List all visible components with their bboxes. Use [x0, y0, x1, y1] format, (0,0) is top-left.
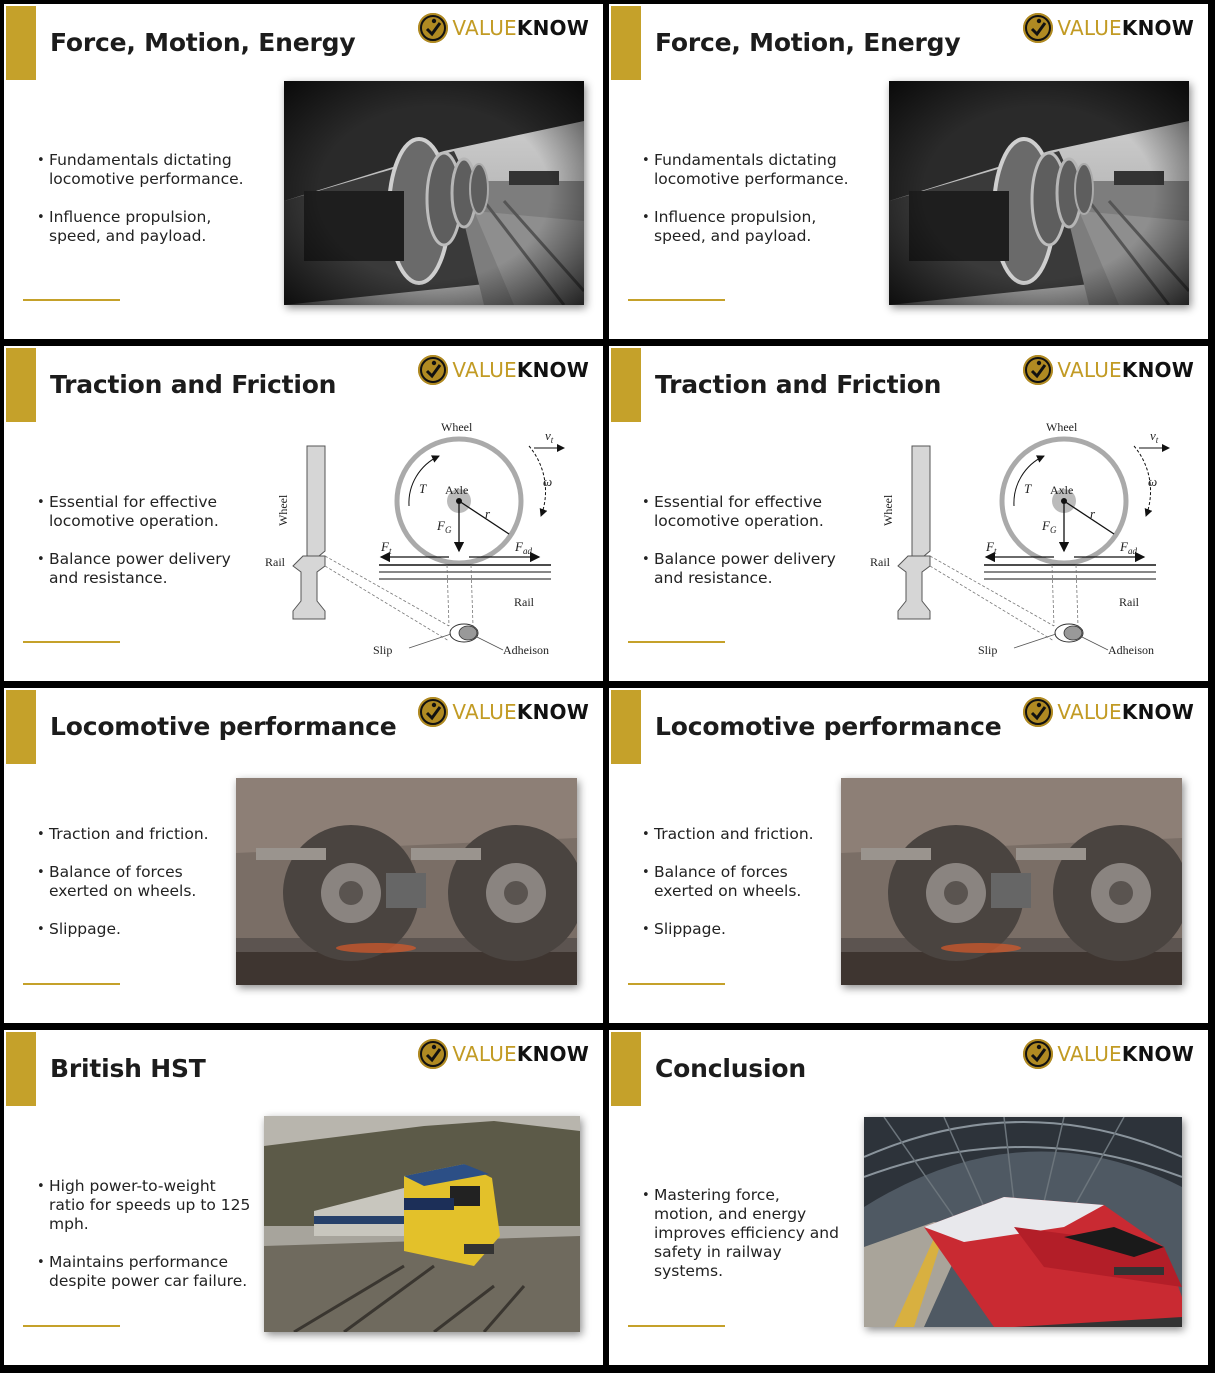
bullet-item: • High power-to-weight ratio for speeds up to 125 mph.: [37, 1177, 252, 1234]
valueknow-logo-icon: [1023, 355, 1053, 385]
footer-accent-line: [628, 299, 725, 301]
slide-1: [4, 4, 603, 339]
valueknow-logo-icon: [418, 13, 448, 43]
bullet-item: • Fundamentals dictating locomotive performance.: [642, 151, 872, 189]
title-accent-bar: [6, 348, 36, 422]
wheel-rail-diagram: [259, 416, 579, 666]
bullet-item: • Influence propulsion, speed, and payload.: [37, 208, 267, 246]
brand-part1: VALUE: [1057, 16, 1122, 40]
bullet-item: • Balance power delivery and resistance.: [642, 550, 862, 588]
bullet-item: • Slippage.: [37, 920, 217, 939]
wheel-rail-diagram: [864, 416, 1184, 666]
bullet-list: [642, 493, 862, 607]
slide-5: [4, 688, 603, 1023]
title-accent-bar: [611, 6, 641, 80]
brand-logo: [418, 696, 589, 728]
footer-accent-line: [628, 983, 725, 985]
title-accent-bar: [6, 6, 36, 80]
brand-logo: [1023, 1038, 1194, 1070]
diagram-label-wheel-side: Wheel: [276, 494, 290, 526]
footer-accent-line: [628, 1325, 725, 1327]
bullet-item: • Traction and friction.: [642, 825, 822, 844]
diagram-label-wheel: Wheel: [1046, 420, 1078, 434]
slide-title: Force, Motion, Energy: [50, 28, 356, 57]
brand-part1: VALUE: [452, 700, 517, 724]
slide-title: Locomotive performance: [655, 712, 1002, 741]
bullet-item: • Balance of forces exerted on wheels.: [37, 863, 217, 901]
diagram-label-adhesion: Adheison: [1108, 643, 1154, 657]
diagram-label-axle: Axle: [445, 483, 469, 497]
slide-6: [609, 688, 1208, 1023]
bullet-item: • Balance power delivery and resistance.: [37, 550, 257, 588]
diagram-label-adhesion: Adheison: [503, 643, 549, 657]
diagram-label-fg: $F_G$: [1042, 518, 1057, 535]
bullet-list: [37, 493, 257, 607]
diagram-label-omega: ω: [543, 474, 553, 489]
diagram-label-vt: $v_t$: [1150, 428, 1159, 445]
valueknow-logo-icon: [1023, 697, 1053, 727]
diagram-label-ft: $F_t$: [381, 539, 392, 556]
diagram-label-rail-side: Rail: [870, 555, 890, 569]
slide-title: Traction and Friction: [50, 370, 337, 399]
diagram-label-vt: $v_t$: [545, 428, 554, 445]
slide-title: Locomotive performance: [50, 712, 397, 741]
brand-part1: VALUE: [452, 358, 517, 382]
bullet-list: [642, 151, 872, 265]
red-train-station-photo: [864, 1117, 1182, 1327]
brand-part1: VALUE: [1057, 700, 1122, 724]
brand-part2: KNOW: [516, 16, 589, 40]
valueknow-logo-icon: [418, 355, 448, 385]
bullet-item: • Balance of forces exerted on wheels.: [642, 863, 822, 901]
brand-logo: [418, 1038, 589, 1070]
slide-4: [609, 346, 1208, 681]
bullet-item: • Influence propulsion, speed, and payload.: [642, 208, 872, 246]
steam-locomotive-wheels-photo: [889, 81, 1189, 305]
slide-title: British HST: [50, 1054, 206, 1083]
bullet-list: [37, 825, 217, 958]
bullet-item: • Traction and friction.: [37, 825, 217, 844]
title-accent-bar: [6, 690, 36, 764]
footer-accent-line: [23, 1325, 120, 1327]
slide-3: [4, 346, 603, 681]
bullet-list: [37, 151, 267, 265]
brand-logo: [1023, 12, 1194, 44]
slide-2: [609, 4, 1208, 339]
steam-locomotive-wheels-photo: [284, 81, 584, 305]
diagram-label-torque: T: [1024, 481, 1032, 496]
title-accent-bar: [611, 690, 641, 764]
brand-part2: KNOW: [1121, 700, 1194, 724]
slide-7: [4, 1030, 603, 1365]
footer-accent-line: [628, 641, 725, 643]
bullet-list: [642, 825, 822, 958]
diagram-label-wheel-side: Wheel: [881, 494, 895, 526]
bogie-wheels-photo: [236, 778, 577, 985]
brand-logo: [418, 12, 589, 44]
diagram-label-rail: Rail: [1119, 595, 1139, 609]
brand-logo: [418, 354, 589, 386]
slide-title: Conclusion: [655, 1054, 806, 1083]
brand-part2: KNOW: [516, 1042, 589, 1066]
diagram-label-axle: Axle: [1050, 483, 1074, 497]
title-accent-bar: [611, 1032, 641, 1106]
brand-part2: KNOW: [516, 358, 589, 382]
title-accent-bar: [6, 1032, 36, 1106]
footer-accent-line: [23, 641, 120, 643]
diagram-label-radius: r: [1090, 506, 1096, 521]
diagram-label-rail-side: Rail: [265, 555, 285, 569]
footer-accent-line: [23, 983, 120, 985]
brand-part1: VALUE: [1057, 1042, 1122, 1066]
diagram-label-slip: Slip: [373, 643, 393, 657]
diagram-label-radius: r: [485, 506, 491, 521]
diagram-label-torque: T: [419, 481, 427, 496]
bullet-list: [642, 1186, 842, 1300]
bullet-item: • Mastering force, motion, and energy improves efficiency and safety in railway systems.: [642, 1186, 842, 1281]
valueknow-logo-icon: [1023, 13, 1053, 43]
diagram-label-omega: ω: [1148, 474, 1158, 489]
brand-part1: VALUE: [452, 16, 517, 40]
brand-logo: [1023, 696, 1194, 728]
slide-8: [609, 1030, 1208, 1365]
bogie-wheels-photo: [841, 778, 1182, 985]
brand-part1: VALUE: [452, 1042, 517, 1066]
brand-logo: [1023, 354, 1194, 386]
hst-train-photo: [264, 1116, 580, 1332]
bullet-item: • Slippage.: [642, 920, 822, 939]
bullet-item: • Essential for effective locomotive operation.: [642, 493, 862, 531]
slide-title: Traction and Friction: [655, 370, 942, 399]
footer-accent-line: [23, 299, 120, 301]
bullet-list: [37, 1177, 252, 1310]
brand-part1: VALUE: [1057, 358, 1122, 382]
valueknow-logo-icon: [1023, 1039, 1053, 1069]
diagram-label-slip: Slip: [978, 643, 998, 657]
brand-part2: KNOW: [1121, 1042, 1194, 1066]
valueknow-logo-icon: [418, 697, 448, 727]
slide-title: Force, Motion, Energy: [655, 28, 961, 57]
bullet-item: • Fundamentals dictating locomotive performance.: [37, 151, 267, 189]
diagram-label-rail: Rail: [514, 595, 534, 609]
diagram-label-fad: $F_{ad}$: [1120, 539, 1137, 556]
brand-part2: KNOW: [516, 700, 589, 724]
brand-part2: KNOW: [1121, 16, 1194, 40]
bullet-item: • Maintains performance despite power car failure.: [37, 1253, 252, 1291]
diagram-label-fad: $F_{ad}$: [515, 539, 532, 556]
bullet-item: • Essential for effective locomotive operation.: [37, 493, 257, 531]
diagram-label-fg: $F_G$: [437, 518, 452, 535]
diagram-label-ft: $F_t$: [986, 539, 997, 556]
title-accent-bar: [611, 348, 641, 422]
valueknow-logo-icon: [418, 1039, 448, 1069]
brand-part2: KNOW: [1121, 358, 1194, 382]
diagram-label-wheel: Wheel: [441, 420, 473, 434]
